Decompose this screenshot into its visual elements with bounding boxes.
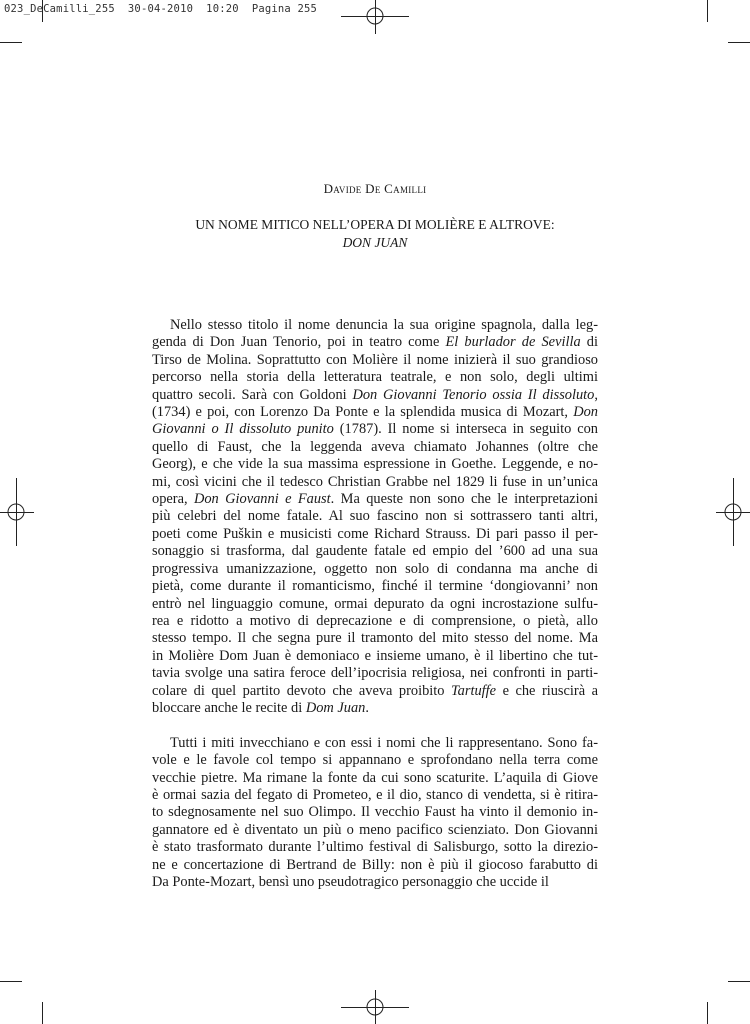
text-line: Nello stesso titolo il nome denuncia la sua origine spagnola, dalla leg- bbox=[170, 317, 598, 333]
text-line: to sdegnosamente nel suo Olimpo. Il vecchio Faust ha vinto il demonio in- bbox=[152, 804, 598, 821]
italic-work-title: Giovanni o Il dissoluto punito bbox=[152, 421, 334, 438]
text-line: entrò nel linguaggio comune, ormai depurato da ogni incrostazione sulfu- bbox=[152, 595, 598, 612]
text-line: poeti come Puškin e musicisti come Richard Strauss. Di pari passo il per- bbox=[152, 525, 598, 542]
registration-target-right bbox=[716, 478, 750, 546]
text-line: bloccare anche le recite di Dom Juan. bbox=[152, 699, 369, 716]
article-body bbox=[152, 317, 598, 891]
registration-target-left bbox=[0, 478, 34, 546]
text-line: tavia svolge una satira feroce dell’ipocrisia religiosa, nei confronti in parti- bbox=[152, 665, 598, 682]
italic-work-title: Don bbox=[573, 404, 598, 421]
text-line: Da Ponte-Mozart, bensì uno pseudotragico personaggio che uccide il bbox=[152, 873, 549, 890]
text-line: ne e concertazione di Bertrand de Billy: non è più il giocoso farabutto di bbox=[152, 856, 598, 873]
article-title bbox=[0, 216, 750, 252]
text-line: Tirso de Molina. Soprattutto con Molière il nome inizierà il suo grandioso bbox=[152, 351, 598, 368]
text-line: quattro secoli. Sarà con Goldoni Don Giovanni Tenorio ossia Il dissoluto, bbox=[152, 386, 598, 403]
title-line-2: DON JUAN bbox=[342, 235, 408, 250]
italic-work-title: Tartuffe bbox=[451, 682, 497, 699]
text-line: stesso tempo. Il che segna pure il tramonto del mito stesso del nome. Ma bbox=[152, 630, 598, 647]
text-line: è ormai sazia del fegato di Prometeo, e il dio, stanco di vendetta, si è ritira- bbox=[152, 786, 598, 803]
registration-target-bottom bbox=[341, 990, 409, 1024]
body-paragraph bbox=[152, 317, 598, 717]
body-paragraph bbox=[152, 735, 598, 892]
text-line: sonaggio si trasforma, dal gaudente fatale ed empio del ’600 ad una sua bbox=[152, 543, 598, 560]
slug-line: 023_DeCamilli_255 30-04-2010 10:20 Pagina 255 bbox=[4, 3, 318, 15]
text-line: (1734) e poi, con Lorenzo Da Ponte e la splendida musica di Mozart, Don bbox=[152, 404, 598, 421]
italic-work-title: Don Giovanni e Faust bbox=[193, 491, 331, 508]
text-line: colare di quel partito devoto che aveva proibito Tartuffe e che riuscirà a bbox=[152, 682, 598, 699]
title-line-1: UN NOME MITICO NELL’OPERA DI MOLIÈRE E ALTROVE: bbox=[195, 217, 555, 232]
text-line: progressiva umanizzazione, oggetto non solo di condanna ma anche di bbox=[152, 560, 598, 577]
registration-target-top bbox=[341, 0, 409, 34]
text-line: Georg), e che vide la sua massima espressione in Goethe. Leggende, e no- bbox=[152, 456, 598, 473]
text-line: quello di Faust, che la leggenda aveva chiamato Johannes (oltre che bbox=[152, 438, 598, 455]
text-line: Tutti i miti invecchiano e con essi i nomi che li rappresentano. Sono fa- bbox=[170, 734, 598, 751]
text-line: mi, così vicini che il tedesco Christian Grabbe nel 1829 li fuse in un’unica bbox=[152, 473, 598, 490]
text-line: pietà, come durante il romanticismo, finché il termine ‘dongiovanni’ non bbox=[152, 578, 598, 595]
text-line: percorso nella storia della letteratura teatrale, e non solo, degli ultimi bbox=[152, 369, 598, 386]
text-line: genda di Don Juan Tenorio, poi in teatro come El burlador de Sevilla di bbox=[152, 334, 599, 351]
text-line: più celebri del nome fatale. Al suo fascino non si sottrassero tanti altri, bbox=[152, 508, 598, 525]
text-line: in Molière Dom Juan è demoniaco e insieme umano, è il libertino che tut- bbox=[152, 647, 598, 664]
text-line: è stato trasformato durante l’ultimo festival di Salisburgo, sotto la direzio- bbox=[152, 839, 598, 856]
text-line: opera, Don Giovanni e Faust. Ma queste non sono che le interpretazioni bbox=[152, 491, 598, 508]
italic-work-title: Dom Juan bbox=[305, 699, 366, 716]
text-line: rea e ridotto a motivo di deprecazione e di comprensione, o pietà, allo bbox=[152, 612, 598, 629]
author-name: Davide De Camilli bbox=[323, 181, 427, 196]
italic-work-title: El burlador de Sevilla bbox=[445, 334, 581, 351]
text-line: Giovanni o Il dissoluto punito (1787). Il nome si interseca in seguito con bbox=[152, 421, 598, 438]
text-line: gannatore ed è diventato un più o meno pacifico scienziato. Don Giovanni bbox=[152, 821, 598, 838]
text-line: vole e le favole col tempo si appannano e sprofondano nella terra come bbox=[152, 752, 598, 769]
italic-work-title: Don Giovanni Tenorio ossia Il dissoluto bbox=[352, 386, 595, 403]
text-line: vecchie pietre. Ma rimane la fonte da cui sono scaturite. L’aquila di Giove bbox=[152, 769, 598, 786]
